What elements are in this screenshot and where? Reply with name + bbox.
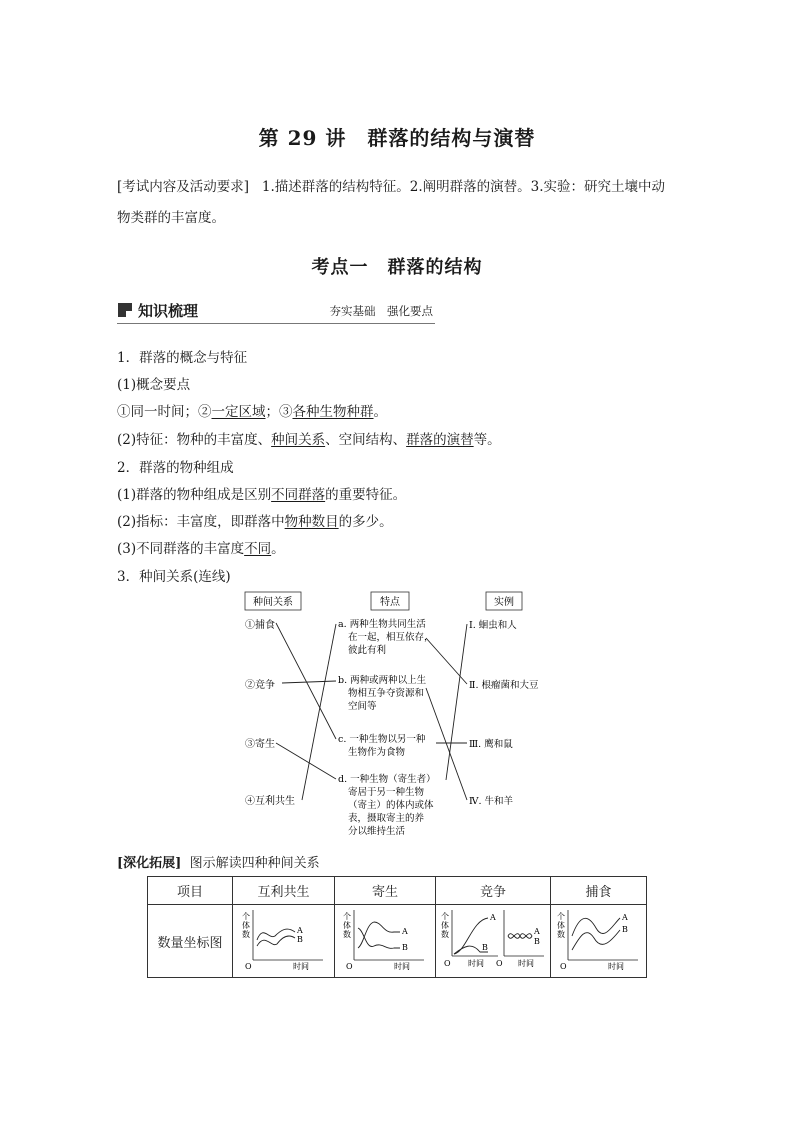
feature-a — [338, 618, 434, 656]
header-cell: 项目 — [148, 877, 233, 905]
header-feature: 特点 — [380, 597, 400, 608]
parasitism-graph — [340, 906, 430, 972]
label-a: A — [490, 913, 496, 922]
text-span: 、空间结构、 — [325, 432, 407, 448]
header-cell: 寄生 — [335, 877, 436, 905]
label-b: B — [482, 943, 488, 952]
relation-parasitism: ③寄生 — [245, 739, 275, 750]
line-mutualism-a — [302, 624, 336, 800]
item-3-heading: 3．种间关系(连线) — [117, 569, 231, 585]
axis-y-char: 体 — [441, 921, 449, 930]
curve-b — [572, 930, 620, 950]
origin-label: O — [346, 962, 353, 971]
axis-y-char: 体 — [241, 921, 250, 930]
key-term: 一定区域 — [211, 404, 266, 420]
interspecies-diagram — [240, 590, 560, 839]
exam-requirements — [117, 172, 687, 234]
line-parasitism-d — [276, 743, 336, 779]
section-square-icon — [118, 303, 132, 317]
header-cell: 竞争 — [436, 877, 551, 905]
graph-cell-parasitism — [335, 905, 436, 978]
origin-label: O — [244, 962, 252, 971]
label-a: A — [402, 927, 408, 936]
x-axis-label: 时间 — [607, 962, 624, 971]
line-a-II — [426, 638, 467, 684]
text-span: ；③ — [265, 404, 293, 420]
diagram-svg — [240, 590, 560, 835]
feature-b-line: b. 两种或两种以上生 — [338, 675, 427, 686]
mutualism-graph — [239, 906, 329, 972]
header-cell: 互利共生 — [233, 877, 335, 905]
text-span: 。 — [271, 541, 285, 557]
axis-y-char: 个 — [441, 912, 449, 921]
relation-competition: ②竞争 — [245, 680, 275, 691]
requirements-label: [考试内容及活动要求] — [117, 179, 250, 195]
text-span: (2)指标：丰富度，即群落中 — [117, 514, 285, 530]
curve-b — [257, 936, 295, 946]
feature-d — [338, 773, 436, 835]
axis-y-char: 数 — [241, 930, 250, 939]
example-rhizobia-soybean: Ⅱ. 根瘤菌和大豆 — [469, 680, 539, 691]
relation-predation: ①捕食 — [245, 620, 275, 631]
item-2-heading: 2．群落的物种组成 — [117, 460, 234, 476]
divider — [117, 323, 435, 324]
x-axis-label: 时间 — [468, 959, 484, 968]
header-example: 实例 — [494, 597, 514, 608]
text-span: (3)不同群落的丰富度 — [117, 541, 245, 557]
feature-b — [338, 674, 427, 712]
section-title: 考点一 群落的结构 — [311, 257, 483, 278]
feature-a-line: a. 两种生物共同生活 — [338, 619, 426, 630]
key-term: 各种生物种群 — [292, 404, 374, 420]
row-label: 数量坐标图 — [148, 905, 233, 978]
axis-y-char: 个 — [241, 912, 250, 921]
item-2a — [117, 483, 406, 503]
origin-label: O — [559, 962, 567, 971]
x-axis-label-2: 时间 — [518, 959, 534, 968]
knowledge-bar — [117, 300, 435, 324]
example-eagle-mouse: Ⅲ. 鹰和鼠 — [469, 739, 513, 750]
requirements-line1: 1.描述群落的结构特征。2.阐明群落的演替。3.实验：研究土壤中动 — [261, 179, 666, 195]
feature-c — [338, 733, 426, 758]
feature-d-line: 表，摄取寄主的养 — [348, 813, 425, 824]
label-a: A — [621, 913, 628, 922]
axis-y-char: 体 — [556, 921, 565, 930]
line-d-I — [446, 624, 467, 780]
page-title: 第 29 讲 群落的结构与演替 — [258, 126, 536, 150]
item-1-heading: 1．群落的概念与特征 — [117, 350, 248, 366]
axis-y-char: 数 — [556, 930, 565, 939]
graph-cell-mutualism — [233, 905, 335, 978]
relations-table — [147, 876, 647, 978]
axis-y-char: 体 — [343, 921, 351, 930]
x-axis-label: 时间 — [394, 962, 410, 971]
text-span: 等。 — [473, 432, 501, 448]
label-a: A — [296, 926, 303, 935]
table-row — [148, 905, 647, 978]
text-span: ①同一时间；② — [117, 404, 212, 420]
curve-a — [572, 918, 620, 936]
axis-y-char: 数 — [343, 930, 351, 939]
header-cell: 捕食 — [551, 877, 647, 905]
text-span: 。 — [373, 404, 387, 420]
graph-cell-competition — [436, 905, 551, 978]
label-b-2: B — [534, 937, 540, 946]
item-2c — [117, 537, 285, 557]
item-2b — [117, 510, 393, 530]
feature-d-line: （寄主）的体内或体 — [348, 800, 434, 811]
axis-y-char: 个 — [556, 912, 565, 921]
knowledge-bar-slogan: 夯实基础 强化要点 — [329, 304, 433, 318]
feature-d-line: d. 一种生物（寄生者） — [338, 774, 436, 785]
label-b: B — [296, 935, 303, 944]
feature-b-line: 空间等 — [348, 701, 377, 712]
feature-d-line: 寄居于另一种生物 — [348, 787, 425, 798]
relation-mutualism: ④互利共生 — [245, 796, 295, 807]
line-competition-b — [282, 681, 336, 683]
axis-y-char: 个 — [343, 912, 351, 921]
text-span: (2)特征：物种的丰富度、 — [117, 432, 272, 448]
feature-c-line: c. 一种生物以另一种 — [338, 734, 426, 745]
feature-a-line: 在一起，相互依存， — [348, 632, 434, 643]
table-header-row — [148, 877, 647, 905]
item-1b — [117, 428, 501, 448]
key-term: 种间关系 — [271, 432, 326, 448]
deepen-tag: [深化拓展] — [117, 856, 182, 871]
curve-a — [358, 922, 400, 948]
label-b: B — [621, 925, 628, 934]
text-span: 的多少。 — [338, 514, 393, 530]
header-relation: 种间关系 — [253, 597, 293, 608]
graph-cell-predation — [551, 905, 647, 978]
axis-y-char: 数 — [441, 930, 449, 939]
item-1a-heading: (1)概念要点 — [117, 377, 191, 393]
key-term: 物种数目 — [284, 514, 339, 530]
curve-a — [257, 929, 295, 940]
predation-graph — [554, 906, 644, 972]
item-1a-content — [117, 400, 387, 420]
key-term: 不同 — [244, 541, 272, 557]
example-roundworm-human: Ⅰ. 蛔虫和人 — [469, 620, 517, 631]
feature-c-line: 生物作为食物 — [348, 747, 406, 758]
origin-label-2: O — [496, 959, 503, 968]
deepen-text: 图示解读四种种间关系 — [189, 856, 320, 871]
competition-graph — [438, 906, 548, 972]
feature-a-line: 彼此有利 — [348, 645, 387, 656]
text-span: (1)群落的物种组成是区别 — [117, 487, 272, 503]
feature-b-line: 物相互争夺资源和 — [348, 688, 425, 699]
knowledge-bar-title: 知识梳理 — [138, 302, 199, 320]
x-axis-label: 时间 — [292, 962, 309, 971]
origin-label: O — [444, 959, 451, 968]
feature-d-line: 分以维持生活 — [348, 826, 406, 835]
label-a-2: A — [534, 927, 540, 936]
requirements-line2: 物类群的丰富度。 — [117, 210, 225, 226]
key-term: 不同群落 — [271, 487, 326, 503]
key-term: 群落的演替 — [406, 432, 474, 448]
text-span: 的重要特征。 — [325, 487, 407, 503]
deepen-heading — [117, 852, 320, 871]
label-b: B — [402, 943, 408, 952]
example-cattle-sheep: Ⅳ. 牛和羊 — [469, 796, 514, 807]
curve-b — [358, 928, 400, 948]
